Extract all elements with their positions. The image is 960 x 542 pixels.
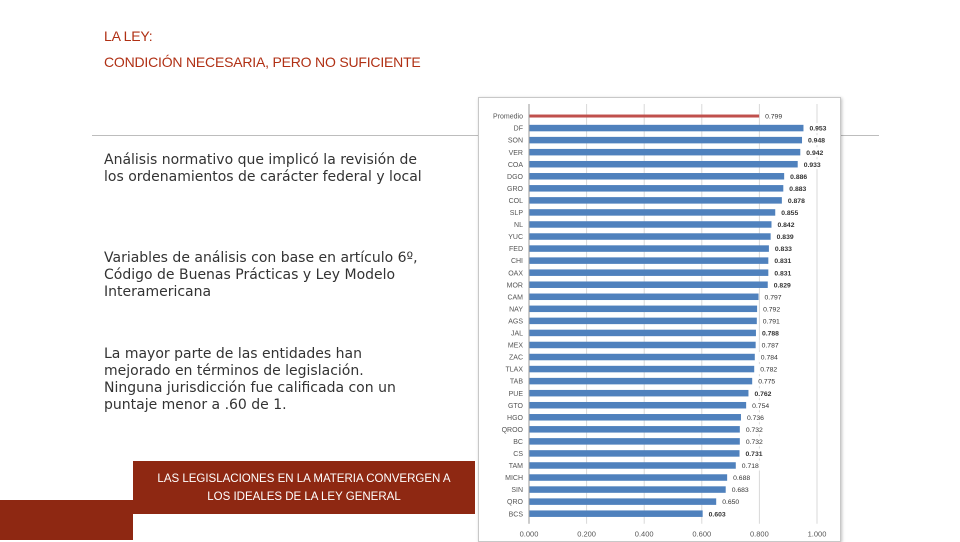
legislation-chart [478, 97, 841, 542]
x-tick-label: 0.800 [750, 529, 769, 539]
conclusion-callout [133, 461, 475, 514]
category-label: GRO [507, 185, 523, 193]
bar [529, 281, 768, 288]
category-label: JAL [510, 330, 523, 338]
category-label: MEX [507, 342, 523, 350]
data-label: 0.883 [789, 185, 807, 193]
data-label: 0.878 [787, 197, 805, 205]
bar [529, 438, 740, 445]
chart-svg [479, 98, 840, 541]
data-label: 0.731 [745, 451, 763, 459]
bar [529, 185, 783, 192]
x-tick-label: 0.600 [692, 529, 712, 539]
data-label: 0.839 [776, 234, 794, 242]
bar [529, 462, 736, 469]
data-label: 0.942 [806, 149, 824, 157]
data-label: 0.797 [764, 294, 782, 302]
category-label: FED [509, 246, 523, 254]
data-label: 0.782 [760, 366, 778, 374]
category-label: DF [513, 125, 523, 133]
category-label: NL [514, 222, 523, 230]
data-label: 0.688 [733, 475, 751, 483]
category-label: TAM [508, 463, 523, 471]
data-label: 0.791 [762, 318, 780, 326]
category-label: NAY [509, 306, 523, 314]
data-label: 0.754 [752, 402, 770, 410]
callout-line2: LOS IDEALES DE LA LEY GENERAL [207, 490, 401, 503]
category-label: MOR [506, 282, 523, 290]
bar [529, 390, 748, 397]
data-label: 0.948 [808, 137, 826, 145]
data-label: 0.792 [763, 306, 781, 314]
paragraph-improvement: La mayor parte de las entidades han mejorado en términos de legislación. Ninguna jurisdicción fue calificada con un puntaje menor a .60 de 1. [104, 346, 396, 413]
data-label: 0.829 [773, 282, 791, 290]
category-label: SIN [511, 487, 523, 495]
x-tick-label: 1.000 [807, 529, 827, 539]
category-label: OAX [508, 270, 523, 278]
data-label: 0.831 [774, 270, 792, 278]
category-label: Promedio [493, 113, 523, 121]
category-label: DGO [507, 173, 523, 181]
paragraph-analysis: Análisis normativo que implicó la revisión de los ordenamientos de carácter federal y local [104, 152, 422, 185]
average-bar [529, 115, 759, 118]
bar [529, 257, 768, 264]
category-label: HGO [507, 414, 523, 422]
bar [529, 209, 775, 216]
x-tick-label: 0.200 [577, 529, 596, 539]
data-label: 0.787 [761, 342, 779, 350]
bar [529, 306, 757, 313]
slide-title-line1: LA LEY: [104, 28, 153, 44]
data-label: 0.842 [777, 222, 795, 230]
category-label: PUE [508, 390, 523, 398]
category-label: SLP [509, 210, 523, 218]
category-label: BCS [508, 511, 523, 519]
data-label: 0.886 [790, 173, 808, 181]
bar [529, 294, 759, 301]
data-label: 0.683 [731, 487, 749, 495]
data-label: 0.732 [745, 426, 763, 434]
category-label: YUC [508, 234, 523, 242]
bar [529, 173, 784, 180]
bar [529, 402, 746, 409]
data-label: 0.650 [722, 499, 740, 507]
category-label: SON [507, 137, 523, 145]
data-label: 0.736 [746, 414, 764, 422]
paragraph-variables: Variables de análisis con base en artículo 6º, Código de Buenas Prácticas y Ley Modelo Interamericana [104, 250, 418, 300]
category-label: TAB [509, 378, 523, 386]
data-label: 0.833 [774, 246, 792, 254]
data-label: 0.831 [774, 258, 792, 266]
bar [529, 498, 716, 505]
category-label: CHI [510, 258, 523, 266]
category-label: CAM [507, 294, 523, 302]
bar [529, 221, 771, 228]
data-label: 0.732 [745, 438, 763, 446]
bar [529, 510, 703, 517]
x-tick-label: 0.400 [634, 529, 654, 539]
category-label: QROO [501, 426, 523, 434]
category-label: COL [508, 197, 523, 205]
bar [529, 378, 752, 385]
category-label: VER [508, 149, 523, 157]
data-label: 0.788 [761, 330, 779, 338]
data-label: 0.775 [758, 378, 776, 386]
data-label: 0.603 [708, 511, 726, 519]
data-label: 0.762 [754, 390, 772, 398]
bar [529, 330, 756, 337]
data-label: 0.799 [765, 113, 783, 121]
bar [529, 354, 755, 361]
category-label: CS [513, 451, 523, 459]
bar [529, 318, 757, 325]
category-label: GTO [507, 402, 523, 410]
category-label: QRO [507, 499, 523, 507]
data-label: 0.933 [803, 161, 821, 169]
category-label: AGS [508, 318, 523, 326]
bar [529, 366, 754, 373]
bar [529, 245, 769, 252]
data-label: 0.784 [760, 354, 778, 362]
bar [529, 426, 740, 433]
category-label: ZAC [509, 354, 523, 362]
category-label: TLAX [505, 366, 523, 374]
category-label: COA [507, 161, 523, 169]
accent-bar [0, 500, 133, 540]
x-tick-label: 0.000 [519, 529, 539, 539]
data-label: 0.855 [781, 210, 799, 218]
slide-title-line2: CONDICIÓN NECESARIA, PERO NO SUFICIENTE [104, 54, 421, 70]
bar [529, 233, 771, 240]
data-label: 0.718 [741, 463, 759, 471]
bar [529, 125, 803, 132]
bar [529, 474, 727, 481]
category-label: BC [513, 438, 523, 446]
bar [529, 450, 740, 457]
bar [529, 149, 800, 156]
data-label: 0.953 [809, 125, 827, 133]
bar [529, 137, 802, 144]
bar [529, 486, 726, 493]
bar [529, 197, 782, 204]
callout-line1: LAS LEGISLACIONES EN LA MATERIA CONVERGEN A [157, 472, 451, 485]
bar [529, 269, 768, 276]
bar [529, 342, 756, 349]
category-label: MICH [505, 475, 523, 483]
bar [529, 414, 741, 421]
bar [529, 161, 798, 168]
